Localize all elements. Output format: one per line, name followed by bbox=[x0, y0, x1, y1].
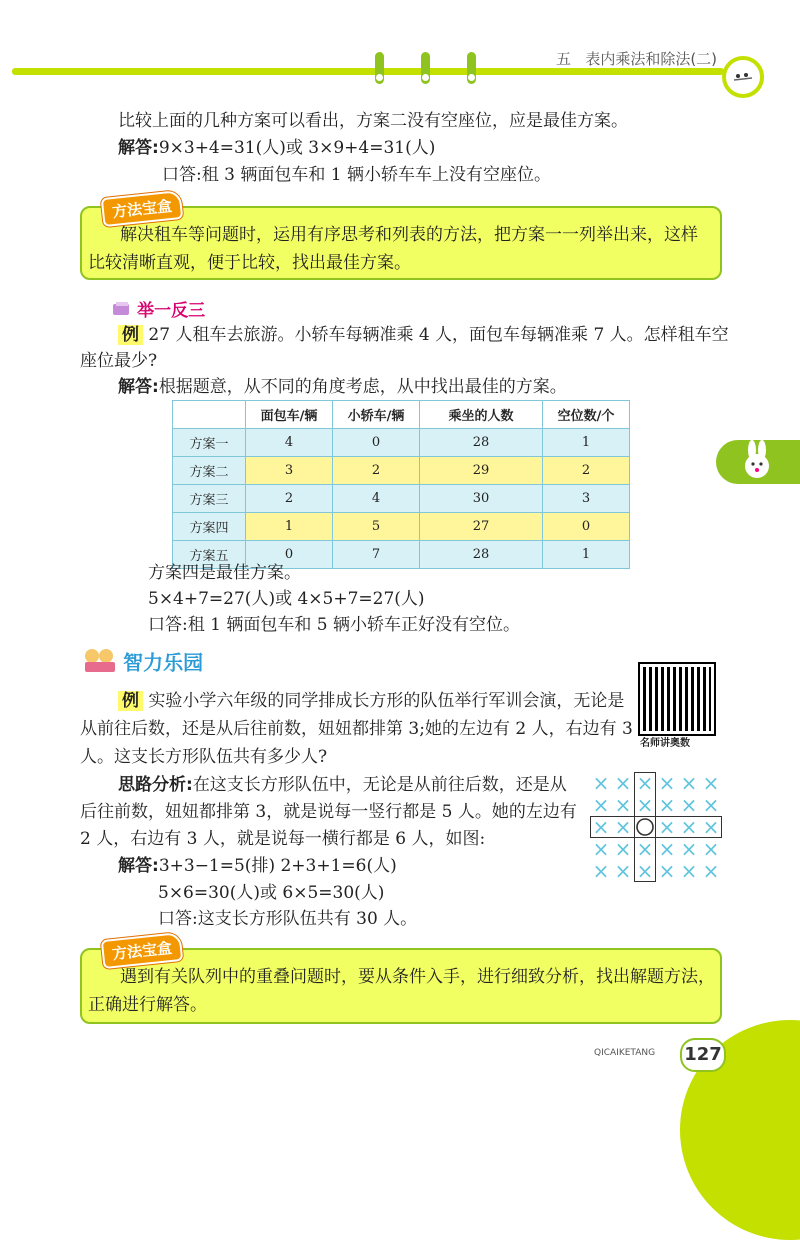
practice-answer bbox=[118, 374, 567, 400]
person-x-icon: × bbox=[702, 837, 720, 861]
table-cell: 4 bbox=[246, 429, 333, 457]
intro-reply: 口答:租 3 辆面包车和 1 辆小轿车车上没有空座位。 bbox=[162, 165, 551, 185]
table-cell: 5 bbox=[333, 513, 420, 541]
table-cell: 2 bbox=[333, 457, 420, 485]
person-x-icon: × bbox=[702, 815, 720, 839]
person-x-icon: × bbox=[702, 771, 720, 795]
person-x-icon: × bbox=[658, 837, 676, 861]
example-tag: 例 bbox=[118, 325, 143, 345]
table-cell: 2 bbox=[543, 457, 630, 485]
table-cell: 3 bbox=[246, 457, 333, 485]
table-row bbox=[173, 513, 630, 541]
person-x-icon: × bbox=[680, 859, 698, 883]
answer-formula: 5×6=30(人)或 6×5=30(人) bbox=[158, 883, 385, 903]
answer-formula: 9×3+4=31(人)或 3×9+4=31(人) bbox=[158, 138, 436, 158]
table-cell: 4 bbox=[333, 485, 420, 513]
table-cell: 1 bbox=[543, 541, 630, 569]
binder-ring-icon bbox=[421, 52, 430, 84]
puzzle-question bbox=[118, 688, 624, 714]
person-x-icon: × bbox=[636, 859, 654, 883]
row-outline bbox=[590, 816, 722, 838]
person-x-icon: × bbox=[592, 859, 610, 883]
puzzle-answer bbox=[118, 853, 397, 879]
person-x-icon: × bbox=[636, 771, 654, 795]
table-cell: 3 bbox=[543, 485, 630, 513]
plan-table bbox=[172, 400, 630, 569]
person-x-icon: × bbox=[680, 815, 698, 839]
rabbit-icon bbox=[738, 440, 778, 484]
question-line: 座位最少? bbox=[80, 351, 158, 371]
answer-intro: 根据题意，从不同的角度考虑，从中找出最佳的方案。 bbox=[158, 377, 567, 397]
chapter-number: 五 bbox=[556, 50, 572, 68]
table-cell: 2 bbox=[246, 485, 333, 513]
table-cell: 0 bbox=[246, 541, 333, 569]
binder-ring-icon bbox=[375, 52, 384, 84]
person-x-icon: × bbox=[614, 793, 632, 817]
person-x-icon: × bbox=[680, 793, 698, 817]
table-header: 乘坐的人数 bbox=[420, 401, 543, 429]
footer-brand: QICAIKETANG bbox=[594, 1048, 656, 1058]
practice-reply: 口答:租 1 辆面包车和 5 辆小轿车正好没有空位。 bbox=[148, 615, 520, 635]
section-header-puzzle bbox=[82, 646, 203, 676]
method-line: 正确进行解答。 bbox=[88, 995, 207, 1015]
table-header: 空位数/个 bbox=[543, 401, 630, 429]
section-header-practice bbox=[112, 296, 205, 321]
table-cell: 方案四 bbox=[173, 513, 246, 541]
qr-caption: 名师讲奥数 bbox=[640, 738, 690, 749]
table-row bbox=[173, 485, 630, 513]
book-icon bbox=[112, 301, 132, 317]
table-header-row bbox=[173, 401, 630, 429]
table-cell: 方案三 bbox=[173, 485, 246, 513]
method-line: 遇到有关队列中的重叠问题时，要从条件入手，进行细致分析，找出解题方法， bbox=[120, 967, 715, 987]
question-line: 从前往后数，还是从后往前数，妞妞都排第 3;她的左边有 2 人，右边有 3 bbox=[80, 719, 633, 739]
question-line: 人。这支长方形队伍共有多少人? bbox=[80, 747, 328, 767]
person-x-icon: × bbox=[636, 793, 654, 817]
page-number: 127 bbox=[680, 1038, 726, 1072]
person-x-icon: × bbox=[614, 859, 632, 883]
person-x-icon: × bbox=[658, 859, 676, 883]
table-cell: 28 bbox=[420, 429, 543, 457]
compare-text: 比较上面的几种方案可以看出，方案二没有空座位，应是最佳方案。 bbox=[118, 111, 628, 131]
header-rule bbox=[12, 68, 724, 75]
table-cell: 0 bbox=[333, 429, 420, 457]
person-x-icon: × bbox=[658, 793, 676, 817]
answer-label: 解答: bbox=[118, 856, 159, 876]
analysis-line: 在这支长方形队伍中，无论是从前往后数，还是从 bbox=[192, 775, 567, 795]
method-line: 比较清晰直观，便于比较，找出最佳方案。 bbox=[88, 253, 411, 273]
puzzle-reply: 口答:这支长方形队伍共有 30 人。 bbox=[158, 909, 418, 929]
chapter-name: 表内乘法和除法(二) bbox=[585, 50, 718, 68]
table-cell: 1 bbox=[543, 429, 630, 457]
analysis-line: 2 人，右边有 3 人，就是说每一横行都是 6 人，如图: bbox=[80, 829, 486, 849]
analysis-label: 思路分析: bbox=[118, 775, 193, 795]
person-x-icon: × bbox=[614, 815, 632, 839]
bird-icon bbox=[726, 60, 760, 94]
person-x-icon: × bbox=[592, 771, 610, 795]
analysis-line: 后往前数，妞妞都排第 3，就是说每一竖行都是 5 人。她的左边有 bbox=[80, 802, 577, 822]
person-x-icon: × bbox=[658, 771, 676, 795]
qr-code[interactable] bbox=[640, 664, 714, 734]
answer-label: 解答: bbox=[118, 377, 159, 397]
table-cell: 方案一 bbox=[173, 429, 246, 457]
table-cell: 27 bbox=[420, 513, 543, 541]
side-tab bbox=[716, 440, 800, 484]
intro-answer bbox=[118, 135, 435, 161]
person-x-icon: × bbox=[702, 859, 720, 883]
table-cell: 方案五 bbox=[173, 541, 246, 569]
section-title: 智力乐园 bbox=[123, 650, 204, 675]
example-tag: 例 bbox=[118, 691, 143, 711]
method-line: 解决租车等问题时，运用有序思考和列表的方法，把方案一一列举出来，这样 bbox=[120, 225, 698, 245]
answer-label: 解答: bbox=[118, 138, 159, 158]
binder-ring-icon bbox=[467, 52, 476, 84]
header-badge-icon bbox=[722, 56, 764, 98]
chapter-title bbox=[556, 48, 717, 69]
best-plan: 方案四是最佳方案。 bbox=[148, 563, 301, 583]
table-header: 小轿车/辆 bbox=[333, 401, 420, 429]
person-x-icon: × bbox=[614, 771, 632, 795]
table-cell: 方案二 bbox=[173, 457, 246, 485]
question-line: 27 人租车去旅游。小轿车每辆准乘 4 人，面包车每辆准乘 7 人。怎样租车空 bbox=[143, 325, 729, 345]
table-cell: 1 bbox=[246, 513, 333, 541]
kids-reading-icon bbox=[82, 646, 118, 676]
person-x-icon: × bbox=[592, 793, 610, 817]
person-x-icon: × bbox=[592, 815, 610, 839]
person-x-icon: × bbox=[592, 837, 610, 861]
analysis bbox=[118, 772, 567, 798]
table-cell: 29 bbox=[420, 457, 543, 485]
person-x-icon: × bbox=[658, 815, 676, 839]
person-x-icon: × bbox=[702, 793, 720, 817]
person-x-icon: × bbox=[636, 837, 654, 861]
method-tag: 方法宝盒 bbox=[101, 932, 184, 969]
answer-formula: 3+3−1=5(排) 2+3+1=6(人) bbox=[158, 856, 397, 876]
table-row bbox=[173, 457, 630, 485]
person-x-icon: × bbox=[614, 837, 632, 861]
practice-formula: 5×4+7=27(人)或 4×5+7=27(人) bbox=[148, 589, 425, 609]
person-x-icon: × bbox=[680, 837, 698, 861]
table-row bbox=[173, 429, 630, 457]
table-header bbox=[173, 401, 246, 429]
practice-question bbox=[118, 322, 729, 348]
table-cell: 7 bbox=[333, 541, 420, 569]
question-line: 实验小学六年级的同学排成长方形的队伍举行军训会演，无论是 bbox=[143, 691, 625, 711]
section-title: 举一反三 bbox=[137, 301, 206, 321]
person-x-icon: × bbox=[680, 771, 698, 795]
table-cell: 30 bbox=[420, 485, 543, 513]
method-tag: 方法宝盒 bbox=[101, 190, 184, 227]
table-cell: 28 bbox=[420, 541, 543, 569]
formation-diagram bbox=[590, 772, 722, 884]
table-cell: 0 bbox=[543, 513, 630, 541]
table-header: 面包车/辆 bbox=[246, 401, 333, 429]
